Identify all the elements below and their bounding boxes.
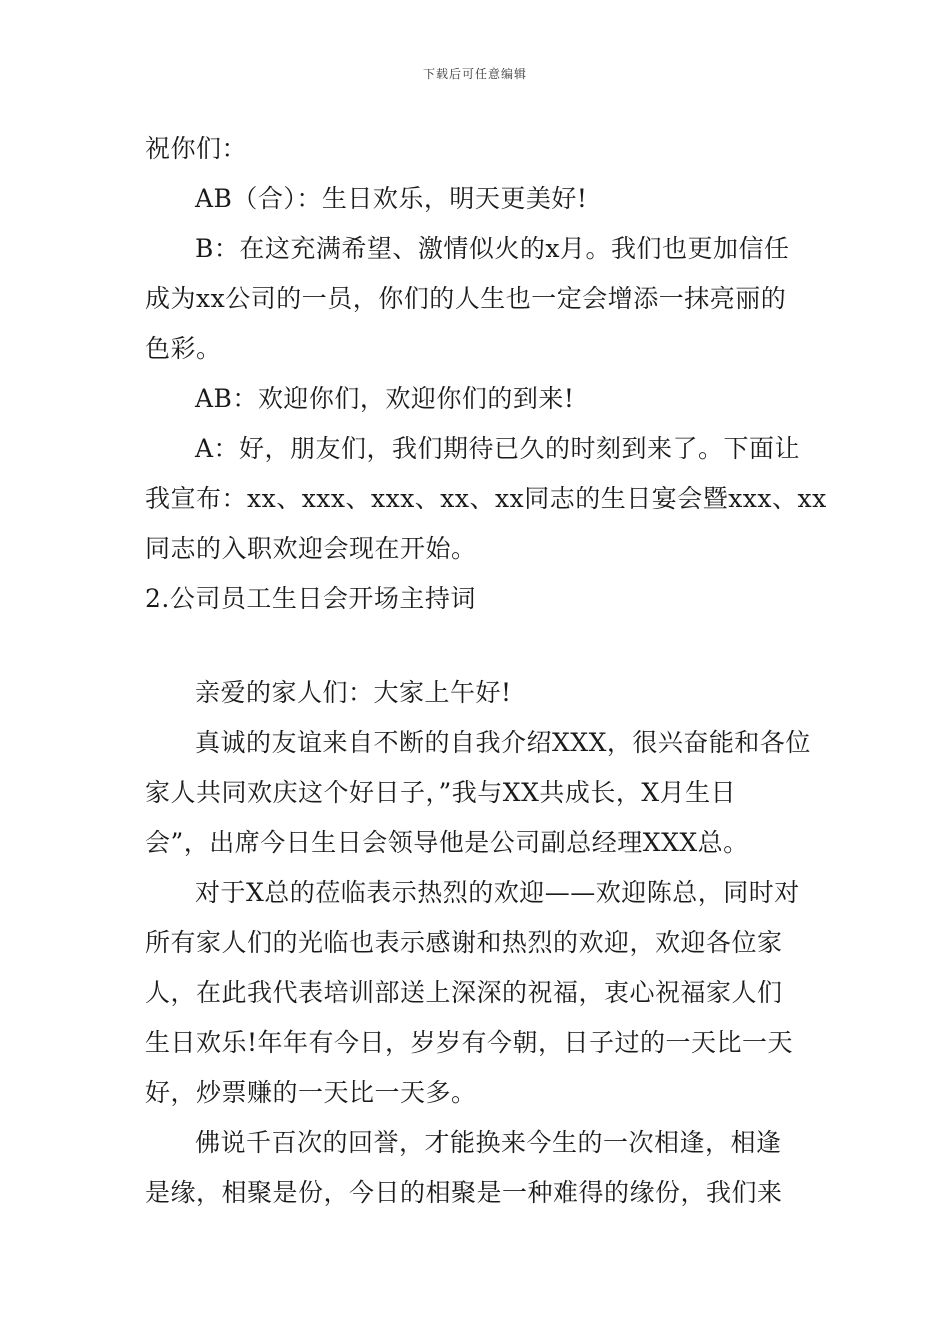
page-header: 下载后可任意编辑 bbox=[422, 67, 527, 81]
text-line: B：在这充满希望、激情似火的x月。我们也更加信任 bbox=[195, 234, 790, 263]
text-line: 家人共同欢庆这个好日子，”我与XX共成长，X月生日 bbox=[145, 778, 737, 807]
text-line: 对于X总的莅临表示热烈的欢迎——欢迎陈总，同时对 bbox=[195, 878, 800, 907]
text-line: 所有家人们的光临也表示感谢和热烈的欢迎，欢迎各位家 bbox=[145, 928, 783, 957]
text-line: 成为xx公司的一员，你们的人生也一定会增添一抹亮丽的 bbox=[145, 284, 787, 313]
document-body bbox=[145, 124, 827, 1218]
text-line: 亲爱的家人们：大家上午好! bbox=[195, 678, 512, 707]
text-line: 真诚的友谊来自不断的自我介绍XXX，很兴奋能和各位 bbox=[195, 728, 811, 757]
text-line: 是缘，相聚是份，今日的相聚是一种难得的缘份，我们来 bbox=[145, 1178, 783, 1207]
text-line: 我宣布：xx、xxx、xxx、xx、xx同志的生日宴会暨xxx、xx bbox=[145, 484, 827, 513]
section-heading: 2.公司员工生日会开场主持词 bbox=[145, 584, 476, 613]
text-line: 会”，出席今日生日会领导他是公司副总经理XXX总。 bbox=[145, 828, 749, 857]
text-line: 生日欢乐!年年有今日，岁岁有今朝，日子过的一天比一天 bbox=[145, 1028, 794, 1057]
text-line: 人，在此我代表培训部送上深深的祝福，衷心祝福家人们 bbox=[145, 978, 783, 1007]
text-line: 佛说千百次的回誉，才能换来今生的一次相逢，相逢 bbox=[195, 1128, 782, 1157]
text-line: AB：欢迎你们，欢迎你们的到来! bbox=[195, 384, 575, 413]
text-line: 同志的入职欢迎会现在开始。 bbox=[145, 534, 477, 563]
text-line: 祝你们： bbox=[145, 134, 248, 163]
text-line: 色彩。 bbox=[145, 334, 222, 363]
text-line: AB（合）：生日欢乐，明天更美好! bbox=[195, 184, 588, 213]
paragraph-gap bbox=[145, 624, 807, 668]
text-line: A：好，朋友们，我们期待已久的时刻到来了。下面让 bbox=[195, 434, 801, 463]
text-line: 好，炒票赚的一天比一天多。 bbox=[145, 1078, 477, 1107]
